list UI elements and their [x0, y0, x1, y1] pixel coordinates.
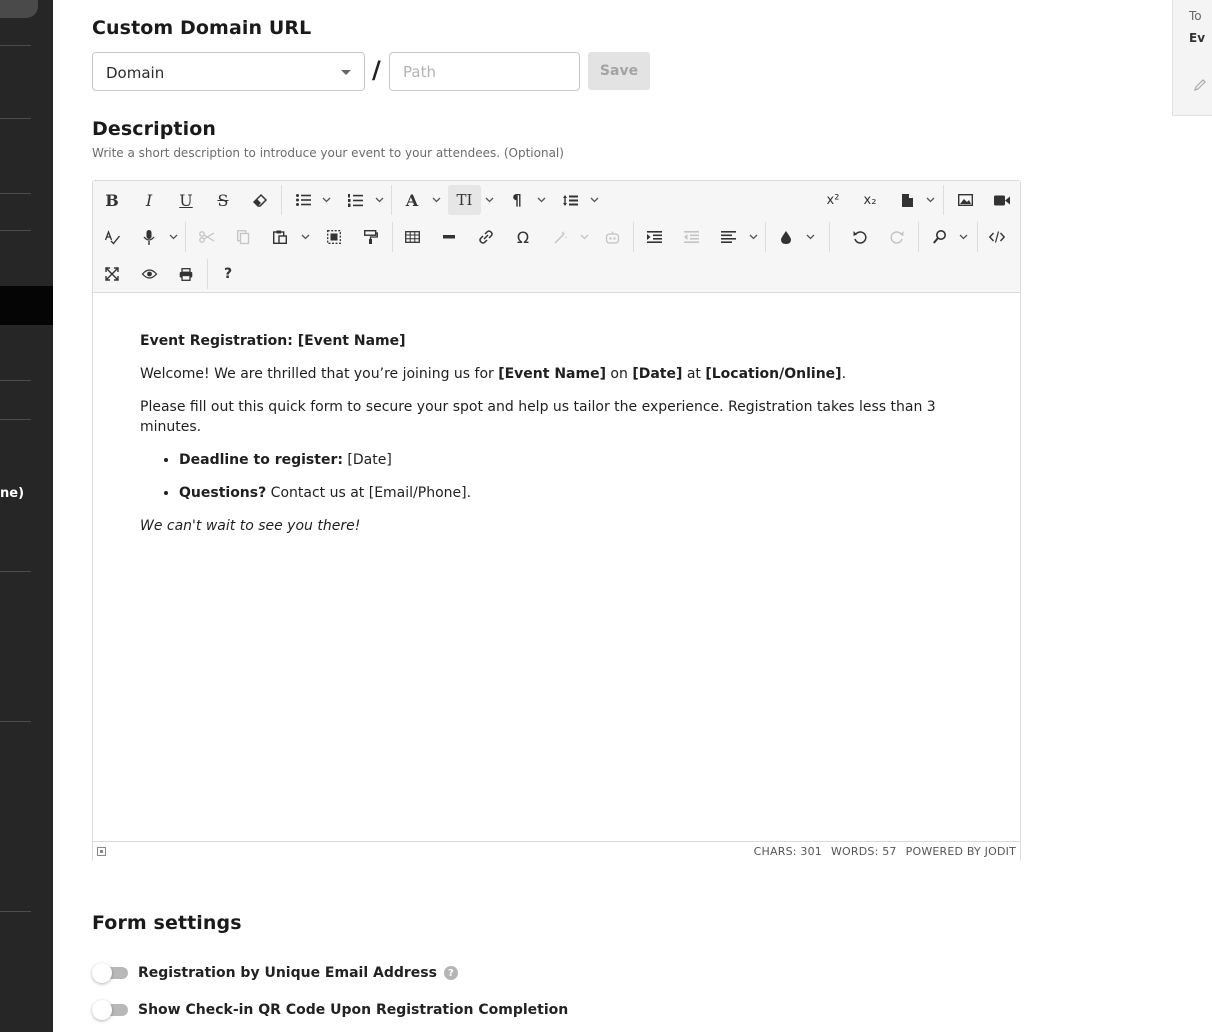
undo-icon[interactable] — [845, 222, 875, 252]
paste-icon[interactable] — [265, 222, 295, 252]
left-sidebar — [0, 0, 53, 1032]
panel-value: Ev — [1189, 31, 1206, 45]
toolbar-separator — [943, 185, 944, 215]
horizontal-rule-icon[interactable] — [434, 222, 464, 252]
toolbar-separator — [391, 185, 392, 215]
sidebar-divider — [0, 571, 31, 572]
powered-by-link[interactable]: POWERED BY JODIT — [905, 845, 1016, 858]
list-item: • Questions? Contact us at [Email/Phone]. — [179, 483, 980, 503]
font-family-icon[interactable]: A — [405, 190, 419, 210]
fullscreen-icon[interactable] — [97, 259, 127, 289]
cut-icon[interactable] — [191, 222, 221, 252]
preview-eye-icon[interactable] — [134, 259, 164, 289]
content-bullet-list — [179, 450, 980, 503]
search-icon[interactable] — [924, 222, 954, 252]
select-all-icon[interactable] — [319, 222, 349, 252]
closing-paragraph: We can't wait to see you there! — [140, 518, 361, 534]
format-painter-icon[interactable] — [356, 222, 386, 252]
sidebar-item-active[interactable] — [0, 286, 53, 325]
chevron-down-icon[interactable] — [373, 185, 385, 215]
bullet-list-icon[interactable] — [288, 185, 318, 215]
qr-code-label: Show Check-in QR Code Upon Registration Completion — [138, 1002, 569, 1018]
magic-wand-icon[interactable] — [545, 222, 575, 252]
custom-domain-heading: Custom Domain URL — [92, 17, 312, 39]
qr-code-toggle[interactable] — [92, 1003, 128, 1017]
ai-assistant-icon[interactable] — [597, 222, 627, 252]
chevron-down-icon[interactable] — [483, 185, 495, 215]
eraser-icon[interactable] — [245, 185, 275, 215]
chevron-down-icon[interactable] — [747, 222, 759, 252]
sidebar-divider — [0, 419, 31, 420]
help-icon[interactable]: ? — [223, 266, 233, 282]
redo-icon[interactable] — [882, 222, 912, 252]
unique-email-toggle-row — [92, 962, 458, 984]
content-title: Event Registration: [Event Name] — [140, 333, 406, 349]
copy-icon[interactable] — [228, 222, 258, 252]
toolbar-separator — [281, 185, 282, 215]
toolbar-separator — [185, 222, 186, 252]
toolbar-separator — [765, 222, 766, 252]
chevron-down-icon[interactable] — [299, 222, 311, 252]
outdent-icon[interactable] — [676, 222, 706, 252]
welcome-paragraph: Welcome! We are thrilled that you’re joining us for [Event Name] on [Date] at [Location/Online]. — [140, 366, 847, 382]
italic-icon[interactable]: I — [145, 190, 153, 210]
file-icon[interactable] — [892, 185, 922, 215]
chevron-down-icon[interactable] — [578, 222, 590, 252]
description-subtitle: Write a short description to introduce your event to your attendees. (Optional) — [92, 146, 564, 160]
bold-icon[interactable]: B — [105, 190, 119, 210]
help-circle-icon[interactable]: ? — [444, 966, 458, 980]
sidebar-divider — [0, 118, 31, 119]
source-code-icon[interactable] — [982, 222, 1012, 252]
align-left-icon[interactable] — [713, 222, 743, 252]
underline-icon[interactable]: U — [179, 190, 193, 210]
chevron-down-icon[interactable] — [167, 222, 179, 252]
qr-code-toggle-row — [92, 999, 568, 1021]
superscript-icon[interactable]: x² — [826, 192, 840, 208]
right-side-panel — [1172, 0, 1212, 116]
chevron-down-icon[interactable] — [320, 185, 332, 215]
chevron-down-icon[interactable] — [535, 185, 547, 215]
spellcheck-icon[interactable] — [97, 222, 127, 252]
toolbar-separator — [977, 222, 978, 252]
color-fill-icon[interactable] — [771, 222, 801, 252]
sidebar-divider — [0, 230, 31, 231]
chevron-down-icon[interactable] — [957, 222, 969, 252]
toolbar-separator — [918, 222, 919, 252]
unique-email-label: Registration by Unique Email Address — [138, 965, 437, 981]
font-size-icon[interactable]: TI — [448, 185, 481, 215]
chevron-down-icon[interactable] — [804, 222, 816, 252]
editor-toolbar — [93, 181, 1020, 293]
domain-select-value: Domain — [106, 64, 165, 82]
paragraph-icon[interactable]: ¶ — [512, 191, 522, 209]
resize-grip-icon[interactable] — [97, 847, 106, 856]
sidebar-divider — [0, 911, 31, 912]
ordered-list-icon[interactable] — [340, 185, 370, 215]
indent-icon[interactable] — [639, 222, 669, 252]
instructions-paragraph: Please fill out this quick form to secure your spot and help us tailor the experience. Registration takes less than 3 minutes. — [140, 399, 936, 435]
word-count: WORDS: 57 — [830, 845, 897, 858]
chevron-down-icon[interactable] — [430, 185, 442, 215]
pencil-icon[interactable] — [1193, 78, 1207, 92]
toolbar-separator — [392, 222, 393, 252]
sidebar-top-button[interactable] — [0, 0, 38, 18]
description-heading: Description — [92, 118, 216, 140]
toolbar-separator — [207, 259, 208, 289]
image-icon[interactable] — [950, 185, 980, 215]
sidebar-divider — [0, 45, 31, 46]
char-count: CHARS: 301 — [753, 845, 822, 858]
link-icon[interactable] — [471, 222, 501, 252]
caret-down-icon — [341, 70, 351, 75]
path-input[interactable] — [389, 52, 580, 91]
save-button[interactable]: Save — [588, 52, 650, 90]
strikethrough-icon[interactable]: S — [217, 190, 229, 210]
sidebar-divider — [0, 193, 31, 194]
toolbar-separator — [829, 222, 830, 252]
editor-statusbar — [93, 841, 1020, 862]
form-settings-heading: Form settings — [92, 912, 242, 934]
sidebar-divider — [0, 721, 31, 722]
unique-email-toggle[interactable] — [92, 966, 128, 980]
video-icon[interactable] — [987, 185, 1017, 215]
rich-text-editor — [92, 180, 1021, 862]
list-item: • Deadline to register: [Date] — [179, 450, 980, 470]
special-character-icon[interactable]: Ω — [516, 227, 530, 247]
sidebar-item-label[interactable]: ne) — [0, 486, 25, 501]
domain-select[interactable] — [92, 52, 365, 91]
table-icon[interactable] — [397, 222, 427, 252]
editor-content[interactable] — [140, 331, 980, 549]
microphone-icon[interactable] — [134, 222, 164, 252]
panel-label: To — [1189, 9, 1202, 23]
chevron-down-icon[interactable] — [924, 185, 936, 215]
sidebar-divider — [0, 380, 31, 381]
subscript-icon[interactable]: x₂ — [863, 192, 877, 208]
toolbar-separator — [633, 222, 634, 252]
path-separator: / — [372, 56, 381, 84]
print-icon[interactable] — [171, 259, 201, 289]
chevron-down-icon[interactable] — [588, 185, 600, 215]
line-height-icon[interactable] — [555, 185, 585, 215]
